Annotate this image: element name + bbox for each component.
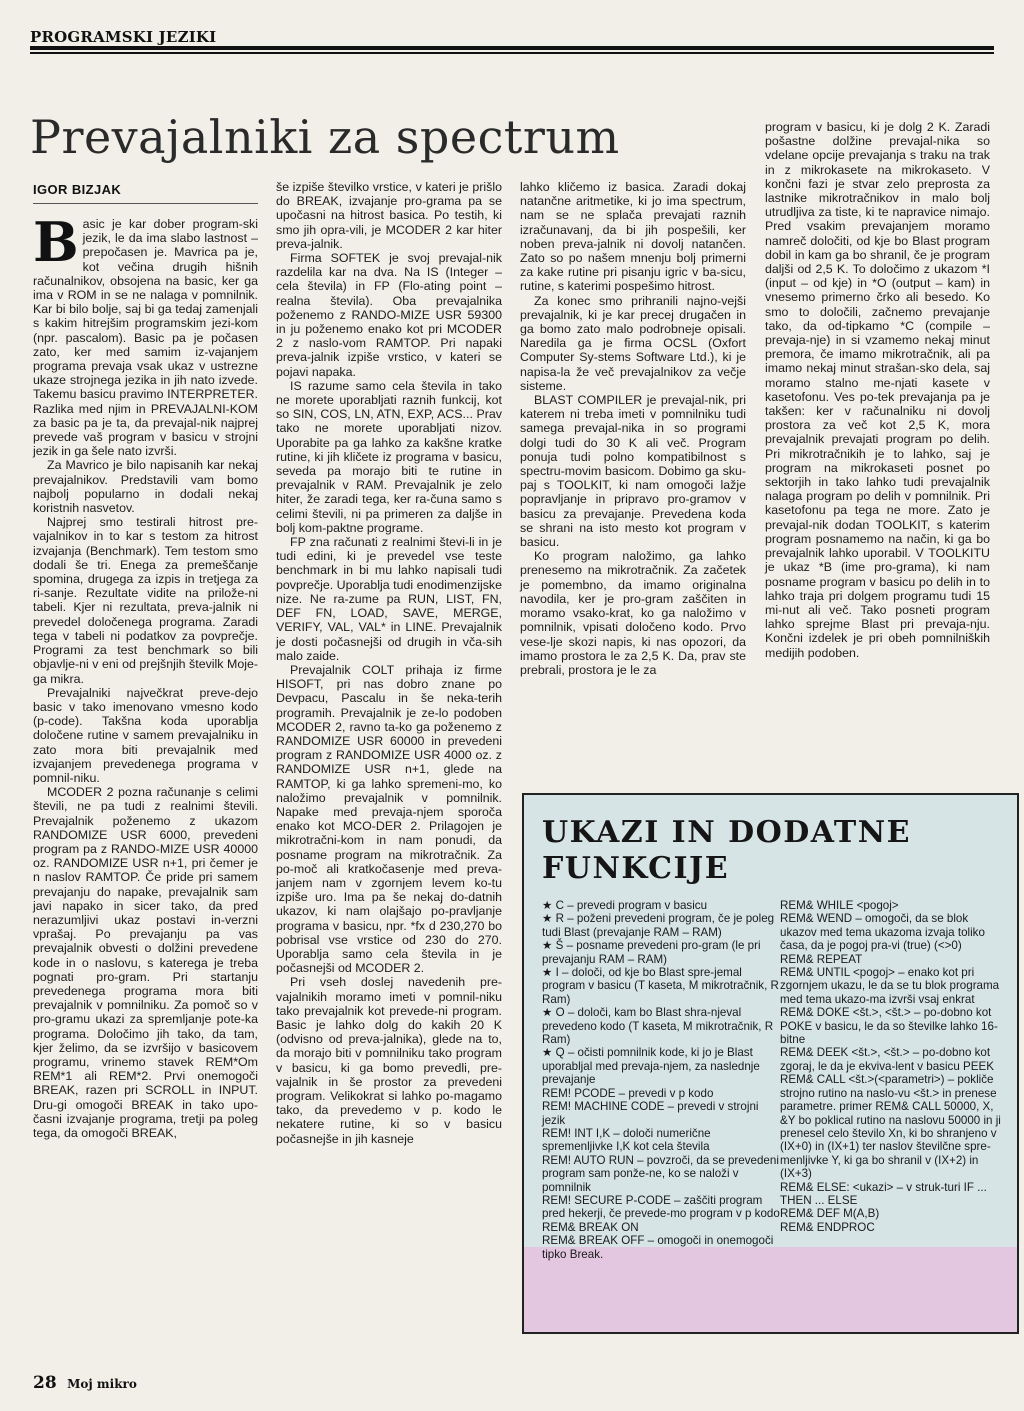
paragraph: BLAST COMPILER je prevajal-nik, pri katerem ni treba imeti v pomnilniku tudi samega prevajal-nika in so programi dolgi tudi do 30 K ali več. Program ponuja tudi polno kompatibilnost s spectru-movim basicom. Dobimo ga sku-paj s TOOLKIT, ki nam omogoči lažje popravljanje in pripravo pro-gramov v basicu za prevajanje. Prevedena koda se shrani na isto mesto kot program v basicu. xyxy=(520,393,746,550)
command-item: REM& ENDPROC xyxy=(780,1220,875,1234)
paragraph: Pri vseh doslej navedenih pre-vajalnikih moramo imeti v pomnil-niku tako prevajalnik kot prevede-ni program. Basic je lahko dolg do kakih 20 K (odvisno od preva-jalnika), glede na to, da morajo biti v pomnilniku tako program v basicu, ki ga bomo prevedli, pre-vajalnik in še prostor za prevedeni program. Velikokrat si lahko po-magamo tako, da prevedemo v p. kodo le nekatere rutine, ki so v basicu počasnejše in jih kasneje xyxy=(276,975,502,1146)
section-label: PROGRAMSKI JEZIKI xyxy=(30,28,224,46)
paragraph: še izpiše številko vrstice, v kateri je prišlo do BREAK, izvajanje pro-grama pa se upočasni na hitrost basica. Po testih, ki smo jih opra-vili, je MCODER 2 kar hiter preva-jalnik. xyxy=(276,180,502,251)
paragraph: IS razume samo cela števila in tako ne morete uporabljati raznih funkcij, kot so SIN, COS, LN, ATN, EXP, ACS... Prav tako ne morete uporabljati nizov. Uporabite pa ga lahko za kakšne kratke rutine, ki jih kličete iz programa v basicu, seveda pa morajo biti te rutine in prevajalnik v RAM. Prevajalnik je zelo hiter, že zaradi tega, ker ra-čuna samo s celimi števili, ni pa primeren za daljše in bolj kom-paktne programe. xyxy=(276,378,502,535)
paragraph: Najprej smo testirali hitrost pre-vajalnikov in to kar s testom za hitrost izvajanja (Benchmark). Tem testom smo dodali še tri. Enega za premeščanje spomina, drugega za izpis in tretjega za ri-sanje. Rezultate vidite na prilože-ni tabeli. Kjer ni rezultata, preva-jalnik ni prevedel določenega programa. Zaradi tega v tabeli ni podatkov za povprečje. Programi za test benchmark so bili objavlje-ni v eni od prejšnjih številk Moje-ga mikra. xyxy=(33,515,258,686)
command-item: REM! SECURE P-CODE – zaščiti program pred hekerji, če prevede-mo program v p kodo xyxy=(542,1193,780,1221)
header-rule-thin xyxy=(30,52,994,54)
paragraph: Firma SOFTEK je svoj prevajal-nik razdelila kar na dva. Na IS (Integer – cela števila) in FP (Flo-ating point – realna števila). Oba prevajalnika poženemo z RANDO-MIZE USR 59300 in ju poženemo enako kot pri MCODER 2 z naslo-vom RAMTOP. Pri napaki preva-jalnik izpiše vrstico, v kateri se pojavi napaka. xyxy=(276,251,502,379)
command-item: REM! AUTO RUN – povzroči, da se prevedeni program sam ponže-ne, ko se naloži v pomnilnik xyxy=(542,1153,779,1194)
command-item: ★ Š – posname prevedeni pro-gram (le pri prevajanju RAM – RAM) xyxy=(542,939,761,966)
header-rule xyxy=(30,46,994,50)
commands-box xyxy=(522,793,1019,1334)
paragraph: Za Mavrico je bilo napisanih kar nekaj prevajalnikov. Predstavili vam bomo najbolj popularno in dodali nekaj koristnih nasvetov. xyxy=(33,458,258,516)
box-commands-left xyxy=(542,899,780,1261)
command-item: REM& REPEAT xyxy=(780,952,863,966)
page-number: 28 xyxy=(33,1373,57,1393)
command-item: REM& DOKE <št.>, <št.> – po-dobno kot POKE v basicu, le da so številke lahko 16-bitne xyxy=(780,1006,998,1047)
paragraph: lahko kličemo iz basica. Zaradi dokaj natančne aritmetike, ki jo ima spectrum, nam se ne splača prevajati raznih izračunavanj, da bi jih pospešili, ker noben preva-jalnik ni dovolj natančen. Zato so po našem mnenju bolj primerni za kake rutine pri pisanju igric v ba-sicu, rutine, s katerimi pospešimo hitrost. xyxy=(520,180,746,294)
command-item: REM& BREAK OFF – omogoči in onemogoči tipko Break. xyxy=(542,1234,774,1261)
command-item: REM& DEF M(A,B) xyxy=(780,1207,880,1221)
paragraph: Ko program naložimo, ga lahko prenesemo na mikrotračnik. Za začetek je pomembno, da imamo originalna navodila, ker je pro-gram zaščiten in moramo vsako-krat, ko ga naložimo v pomnilnik, vpisati določeno kodo. Prvo vese-lje skozi napis, ki nas opozori, da imamo prostora le za 2,5 K. Da, prav ste prebrali, prostora je le za xyxy=(520,549,746,677)
command-item: REM& CALL <št.>(<parametri>) – pokliče strojno rutino na naslo-vu <št.> in prenese parametre. primer REM& CALL 50000, X, &Y bo poklical rutino na naslovu 50000 in ji prenesel celo število Xn, ki bo shranjeno v (IX+0) in (IX+1) ter naslov številčne spre-menljivke Y, ki ga bo shranil v (IX+2) in (IX+3) xyxy=(780,1073,1001,1181)
command-item: REM& WEND – omogoči, da se blok ukazov med tema ukazoma izvaja toliko časa, da je pogoj pra-vi (true) (<>0) xyxy=(780,912,985,953)
command-item: ★ I – določi, od kje bo Blast spre-jemal program v basicu (T kaseta, M mikrotračnik, R Ram) xyxy=(542,966,779,1006)
paragraph: Prevajalnik COLT prihaja iz firme HISOFT, pri nas dobro znane po Devpacu, Pascalu in še neka-terih programih. Prevajalnik je ze-lo podoben MCODER 2, ravno ta-ko ga poženemo z RANDOMIZE USR 60000 in prevedeni program z RANDOMIZE USR 4000 oz. z RANDOMIZE USR n+1, glede na RAMTOP, ki ga lahko spremeni-mo, ko naložimo prevajalnik v pomnilnik. Napake med prevaja-njem sporoča enako kot MCO-DER 2. Prilagojen je mikrotračni-kom in nam ponudi, da posname program na mikrotračnik. Za po-moč ali kratkočasenje med preva-janjem nam v zgornjem levem ko-tu izpiše uro. Ima pa še nekaj do-datnih ukazov, ki nam olajšajo po-pravljanje programa v basicu, npr. *fx d 230,270 bo pobrisal vse vrstice od 230 do 270. Uporablja samo cela števila in je počasnejši od MCODER 2. xyxy=(276,662,502,976)
command-item: REM& WHILE <pogoj> xyxy=(780,899,899,912)
paragraph: MCODER 2 pozna računanje s celimi števili, ne pa tudi z realnimi števili. Prevajalnik poženemo z ukazom RANDOMIZE USR 6000, prevedeni program pa z RANDO-MIZE USR 40000 oz. RANDOMIZE USR n+1, pri čemer je n naslov RAMTOP. Če pride pri samem prevajanju do napake, prevajalnik sam javi napako in sicer tako, da pred nerazumljivi ukaz postavi in-verzni vprašaj. Po prevajanju pa vas prevajalnik obvesti o dolžini prevedene kode in o naslovu, s katerega je treba pognati pro-gram. Pri startanju prevedenega programa mora biti prevajalnik v pomnilniku. Za pomoč so v pro-gramu ukazi za spremljanje pote-ka programa. Določimo jih tako, da tam, kjer želimo, da se izvršijo v basicovem programu, vrinemo stavek REM*Om REM*1 ali REM*2. Prvi onemogoči BREAK, razen pri SCROLL in INPUT. Dru-gi omogoči BREAK in tako upo-časni izvajanje programa, tretji pa poleg tega, da omogoči BREAK, xyxy=(33,785,258,1140)
article-column-1 xyxy=(33,210,258,1140)
magazine-name: Moj mikro xyxy=(67,1377,137,1391)
command-item: ★ Q – očisti pomnilnik kode, ki jo je Blast uporabljal med prevaja-njem, za naslednje prevajanje xyxy=(542,1046,760,1087)
article-column-3 xyxy=(520,180,746,677)
article-title: Prevajalniki za spectrum xyxy=(30,110,620,164)
command-item: ★ C – prevedi program v basicu xyxy=(542,899,708,912)
command-item: REM! PCODE – prevedi v p kodo xyxy=(542,1086,714,1100)
command-item: ★ R – poženi prevedeni program, če je poleg tudi Blast (prevajanje RAM – RAM) xyxy=(542,912,775,939)
drop-cap: B xyxy=(33,210,79,274)
article-column-4 xyxy=(765,120,990,660)
paragraph: Basic je kar dober program-ski jezik, le da ima slabo lastnost – prepočasen je. Mavrica pa je, kot večina drugih hišnih računalnikov, obsojena na basic, ker ga ima v ROM in se ne nalaga v pomnilnik. Kar bi bilo bolje, saj bi ga tedaj zamenjali s kakim hitrejšim programskim jezi-kom (npr. pascalom). Basic pa je počasen zato, ker med samim iz-vajanjem programa prevaja vsak ukaz v ustrezne ukaze strojnega jezika in jih nato izvede. Takemu basicu pravimo INTERPRETER. Razlika med njim in PREVAJALNI-KOM za basic pa je ta, da prevajal-nik najprej prevede vaš program v basicu v strojni jezik in ga šele nato izvrši. xyxy=(33,210,258,459)
command-item: REM& DEEK <št.>, <št.> – po-dobno kot zgoraj, le da je ekviva-lent v basicu PEEK xyxy=(780,1046,994,1073)
command-item: ★ O – določi, kam bo Blast shra-njeval prevedeno kodo (T kaseta, M mikrotračnik, R Ram) xyxy=(542,1006,774,1047)
author-byline: IGOR BIZJAK xyxy=(33,182,258,204)
command-item: REM& UNTIL <pogoj> – enako kot pri zgornjem ukazu, le da se tu blok programa med tema ukazo-ma izvrši vsaj enkrat xyxy=(780,966,1000,1006)
paragraph: Prevajalniki največkrat preve-dejo basic v tako imenovano vmesno kodo (p-code). Takšna koda uporablja določene rutine v samem prevajalniku in zato mora biti prevajalnik med izvajanjem prevedenega programa v pomnil-niku. xyxy=(33,685,258,785)
paragraph: program v basicu, ki je dolg 2 K. Zaradi pošastne dolžine prevajal-nika so vdelane opcije prevajanja s traku na trak in z mikrokasete na mikrokaseto. V končni fazi je stvar zelo preprosta za lastnike mikrotračnikov in malo bolj utrudljiva za tiste, ki te napravice nimajo. Pred vsakim prevajanjem moramo namreč določiti, od kje bo Blast program dobil in kam ga bo shranil, če je program daljši od 2,5 K. To določimo z ukazom *I (input – od kje) in *O (output – kam) in vnesemo primerno črko ali besedo. Ko smo to določili, začnemo prevajanje tako, da od-tipkamo *C (compile – prevaja-nje) in si vzamemo nekaj minut premora, če imamo mikrotračnik, ali pa imamo nekaj minut strašan-sko dela, saj moramo stalno me-njati kasete v kasetofonu. Ves po-tek prevajanja pa je takšen: ker v računalniku ni dovolj prostora za več kot 2,5 K, mora prevajalnik prevajati program po delih. Pri mikrotračnikih je to lahko, saj je program na mikrokaseti posnet po sektorjih in tako lahko tudi prevajalnik nalaga program po delih v pomnilnik. Pri kasetofonu pa tega ne more. Zato je prevajal-nik dodan TOOLKIT, s katerim program posnamemo na način, ki ga bo prevajalnik lahko uporabil. V TOOLKITU je ukaz *B (ime pro-grama), ki nam posname program v basicu po delih in to lahko traja pri dolgem programu tudi 15 mi-nut ali več. Tako posneti program lahko sprejme Blast pri prevaja-nju. Končni izdelek je pri obeh pomnilniških medijih podoben. xyxy=(765,120,990,660)
article-column-2 xyxy=(276,180,502,1146)
page-footer xyxy=(33,1373,137,1393)
paragraph: FP zna računati z realnimi števi-li in je tudi edini, ki je prevedel vse teste benchmark in bi mu lahko napisali tudi povprečje. Uporablja tudi enodimenzijske nize. Ne ra-zume pa RUN, LIST, FN, DEF FN, LOAD, SAVE, MERGE, VERIFY, VAL, VAL* in LINE. Prevajalnik je dosti počasnejši od drugih in vča-sih malo zaide. xyxy=(276,535,502,663)
command-item: REM& BREAK ON xyxy=(542,1220,639,1234)
box-commands-right xyxy=(780,899,1005,1234)
box-title: UKAZI IN DODATNE FUNKCIJE xyxy=(542,815,911,886)
command-item: REM! MACHINE CODE – prevedi v strojni jezik xyxy=(542,1100,759,1127)
command-item: REM& ELSE: <ukazi> – v struk-turi IF ... THEN ... ELSE xyxy=(780,1180,987,1207)
section-header xyxy=(30,28,994,54)
paragraph: Za konec smo prihranili najno-vejši prevajalnik, ki je kar precej drugačen in ga bomo zato malo podrobneje opisali. Naredila ga je firma OCSL (Oxfort Computer Sy-stems Software Ltd.), ki je napisa-la že več prevajalnikov za večje sisteme. xyxy=(520,293,746,393)
command-item: REM! INT I,K – določi numerične spremenljivke I,K kot cela števila xyxy=(542,1126,711,1154)
